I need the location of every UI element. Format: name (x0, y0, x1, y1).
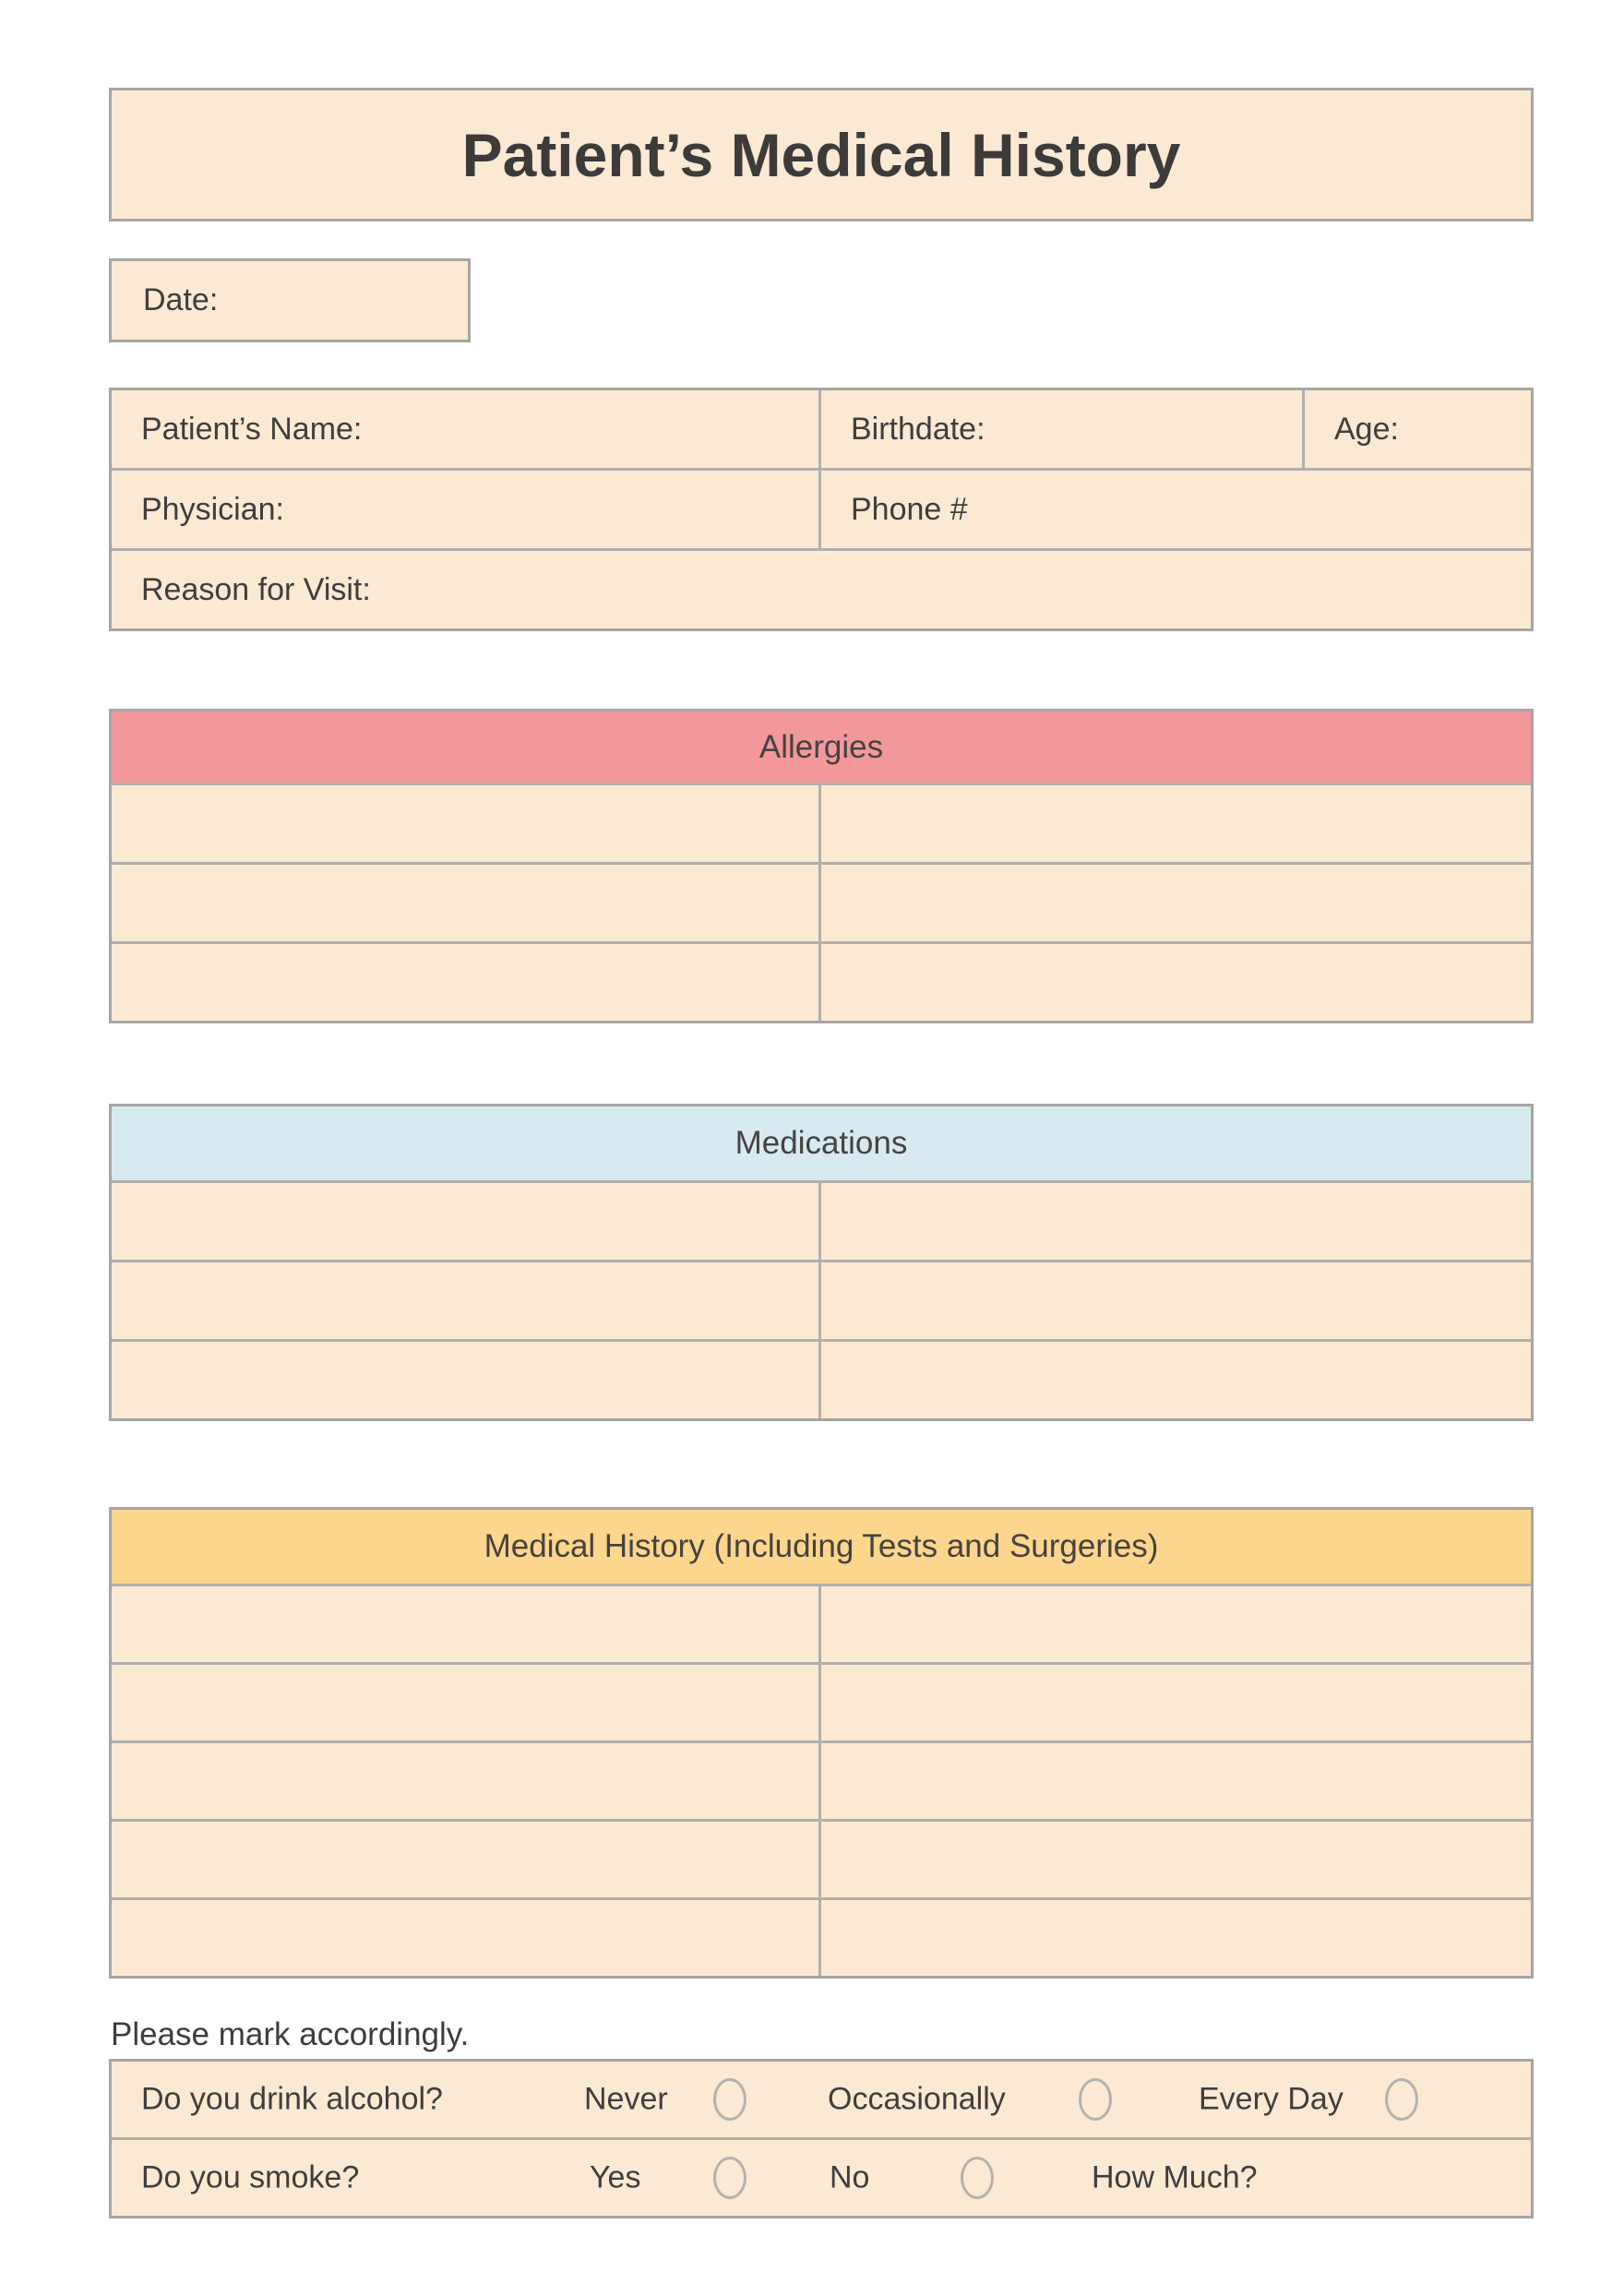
allergy-input-cell[interactable] (112, 785, 818, 862)
smoking-yes-label: Yes (590, 2159, 641, 2195)
allergy-input-cell[interactable] (112, 865, 818, 941)
medication-input-cell[interactable] (821, 1262, 1531, 1339)
alcohol-option-occasionally-label: Occasionally (828, 2081, 1006, 2117)
smoking-how-much-label: How Much? (1092, 2159, 1258, 2195)
alcohol-option-never-label: Never (584, 2081, 668, 2117)
medications-header (112, 1106, 1531, 1180)
medical-history-input-cell[interactable] (821, 1586, 1531, 1662)
smoking-no-label: No (830, 2159, 870, 2195)
medical-history-input-cell[interactable] (112, 1743, 818, 1819)
alcohol-occasionally-radio[interactable] (1079, 2078, 1112, 2121)
date-field[interactable] (109, 258, 471, 342)
birthdate-field[interactable] (821, 390, 1302, 468)
medical-history-input-cell[interactable] (821, 1822, 1531, 1897)
physician-label: Physician: (141, 491, 284, 527)
smoking-question-label: Do you smoke? (141, 2159, 360, 2195)
medical-history-input-cell[interactable] (821, 1900, 1531, 1976)
phone-label: Phone # (851, 491, 968, 527)
medication-input-cell[interactable] (112, 1183, 818, 1260)
patient-name-field[interactable] (112, 390, 818, 468)
mark-accordingly-instruction: Please mark accordingly. (111, 2016, 470, 2052)
medication-input-cell[interactable] (821, 1342, 1531, 1418)
reason-for-visit-field[interactable] (112, 551, 1531, 628)
alcohol-everyday-radio[interactable] (1385, 2078, 1418, 2121)
medication-input-cell[interactable] (112, 1342, 818, 1418)
date-label: Date: (143, 282, 219, 317)
form-title-box (109, 88, 1534, 221)
patient-name-label: Patient’s Name: (141, 411, 363, 447)
smoking-no-radio[interactable] (961, 2157, 994, 2199)
allergy-input-cell[interactable] (821, 865, 1531, 941)
reason-for-visit-label: Reason for Visit: (141, 571, 371, 607)
medical-history-title: Medical History (Including Tests and Surgeries) (484, 1528, 1159, 1564)
birthdate-label: Birthdate: (851, 411, 985, 447)
medical-history-input-cell[interactable] (112, 1586, 818, 1662)
phone-field[interactable] (821, 471, 1531, 548)
alcohol-never-radio[interactable] (713, 2078, 746, 2121)
patient-info-table (109, 388, 1534, 631)
alcohol-question-label: Do you drink alcohol? (141, 2081, 443, 2117)
medications-title: Medications (734, 1125, 908, 1161)
physician-field[interactable] (112, 471, 818, 548)
medical-history-input-cell[interactable] (821, 1743, 1531, 1819)
lifestyle-questions-table (109, 2059, 1534, 2218)
medical-history-input-cell[interactable] (112, 1822, 818, 1897)
medication-input-cell[interactable] (821, 1183, 1531, 1260)
smoking-question-row (112, 2140, 1531, 2216)
allergies-title: Allergies (758, 728, 884, 765)
allergies-header (112, 712, 1531, 783)
medications-table (109, 1104, 1534, 1421)
smoking-yes-radio[interactable] (713, 2157, 746, 2199)
allergy-input-cell[interactable] (821, 785, 1531, 862)
medical-history-header (112, 1510, 1531, 1584)
page-title: Patient’s Medical History (461, 120, 1181, 189)
medical-history-input-cell[interactable] (112, 1900, 818, 1976)
allergy-input-cell[interactable] (112, 944, 818, 1021)
medical-history-input-cell[interactable] (112, 1665, 818, 1740)
allergy-input-cell[interactable] (821, 944, 1531, 1021)
alcohol-question-row (112, 2062, 1531, 2137)
medical-history-input-cell[interactable] (821, 1665, 1531, 1740)
allergies-table (109, 709, 1534, 1023)
alcohol-option-everyday-label: Every Day (1199, 2081, 1343, 2117)
medication-input-cell[interactable] (112, 1262, 818, 1339)
age-label: Age: (1334, 411, 1399, 447)
medical-history-table (109, 1507, 1534, 1979)
age-field[interactable] (1305, 390, 1531, 468)
